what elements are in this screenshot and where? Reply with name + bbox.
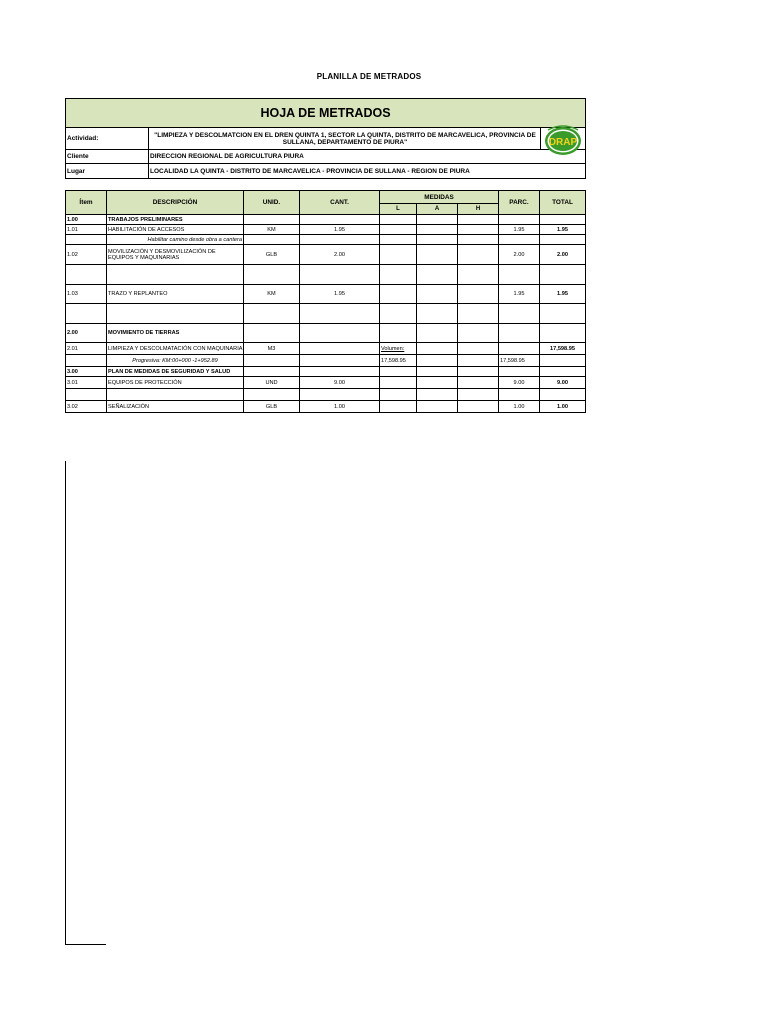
cliente-row (66, 150, 585, 164)
row-unid: UND (244, 377, 300, 389)
row-item: 2.01 (66, 343, 107, 355)
row-desc-note: Habilitar camino desde obra a cantera (107, 235, 244, 245)
row-desc: HABILITACIÓN DE ACCESOS (107, 225, 244, 235)
actividad-label: Actividad: (66, 128, 149, 149)
col-a-header: A (417, 204, 458, 215)
row-desc-note: Progresiva: KM:00+000 -1+952.89 (107, 355, 244, 367)
table-row (66, 324, 586, 343)
col-total-header: TOTAL (540, 191, 586, 215)
col-parc-header: PARC. (499, 191, 540, 215)
row-total: 1.00 (540, 401, 586, 413)
table-row (66, 215, 586, 225)
row-parc: 1.95 (499, 225, 540, 235)
table-row (66, 401, 586, 413)
page-border-left (65, 461, 66, 945)
row-desc: LIMPIEZA Y DESCOLMATACIÓN CON MAQUINARIA (107, 343, 244, 355)
sheet-title: HOJA DE METRADOS (66, 99, 585, 128)
table-row-empty (66, 389, 586, 401)
logo-text: DRAP (548, 136, 578, 148)
col-medidas-header: MEDIDAS (380, 191, 499, 204)
page-title: PLANILLA DE METRADOS (316, 72, 422, 81)
row-desc: MOVILIZACIÓN Y DESMOVILIZACIÓN DE EQUIPOS Y MAQUINARIAS (107, 245, 244, 265)
row-total: 2.00 (540, 245, 586, 265)
header-block (65, 98, 586, 179)
row-parc: 1.95 (499, 285, 540, 304)
table-row (66, 285, 586, 304)
row-desc: SEÑALIZACIÓN (107, 401, 244, 413)
row-unid: M3 (244, 343, 300, 355)
table-row (66, 235, 586, 245)
lugar-value: LOCALIDAD LA QUINTA - DISTRITO DE MARCAVELICA - PROVINCIA DE SULLANA - REGION DE PIURA (150, 167, 470, 175)
lugar-row (66, 164, 585, 178)
row-cant: 1.00 (300, 401, 380, 413)
row-item: 1.01 (66, 225, 107, 235)
row-total: 1.95 (540, 285, 586, 304)
row-cant: 1.95 (300, 285, 380, 304)
row-l: Volumen: (380, 343, 417, 355)
table-row (66, 367, 586, 377)
row-item: 3.01 (66, 377, 107, 389)
table-row-empty (66, 265, 586, 285)
table-row (66, 355, 586, 367)
row-item: 3.00 (66, 367, 107, 377)
table-row-empty (66, 304, 586, 324)
lugar-label: Lugar (66, 164, 149, 178)
row-cant: 2.00 (300, 245, 380, 265)
col-l-header: L (380, 204, 417, 215)
row-unid: KM (244, 285, 300, 304)
row-unid: GLB (244, 401, 300, 413)
row-item: 1.00 (66, 215, 107, 225)
row-unid: GLB (244, 245, 300, 265)
row-parc: 1.00 (499, 401, 540, 413)
drap-logo-icon (540, 128, 585, 149)
row-parc: 17,598.95 (499, 355, 540, 367)
row-desc: PLAN DE MEDIDAS DE SEGURIDAD Y SALUD (107, 367, 244, 377)
table-row (66, 225, 586, 235)
row-cant: 1.95 (300, 225, 380, 235)
table-row (66, 245, 586, 265)
row-cant: 9.00 (300, 377, 380, 389)
col-desc-header: DESCRIPCIÓN (107, 191, 244, 215)
table-row (66, 343, 586, 355)
row-parc: 2.00 (499, 245, 540, 265)
row-total: 1.95 (540, 225, 586, 235)
col-h-header: H (458, 204, 499, 215)
row-item: 3.02 (66, 401, 107, 413)
table-row (66, 377, 586, 389)
col-unid-header: UNID. (244, 191, 300, 215)
row-unid: KM (244, 225, 300, 235)
row-total: 17,598.95 (540, 343, 586, 355)
row-parc: 9.00 (499, 377, 540, 389)
actividad-row (66, 128, 585, 150)
cliente-label: Cliente (66, 150, 149, 163)
col-cant-header: CANT. (300, 191, 380, 215)
row-desc: MOVIMIENTO DE TIERRAS (107, 324, 244, 343)
row-desc: EQUIPOS DE PROTECCIÓN (107, 377, 244, 389)
row-desc: TRAZO Y REPLANTEO (107, 285, 244, 304)
metrados-table (65, 190, 585, 413)
col-item-header: Ítem (66, 191, 107, 215)
row-item: 2.00 (66, 324, 107, 343)
row-l: 17,598.95 (380, 355, 417, 367)
row-item: 1.02 (66, 245, 107, 265)
row-item: 1.03 (66, 285, 107, 304)
actividad-value: "LIMPIEZA Y DESCOLMATCION EN EL DREN QUINTA 1, SECTOR LA QUINTA, DISTRITO DE MARCAVELICA, PROVINCIA DE SULLANA, DEPARTAMENTO DE PIURA" (154, 131, 536, 146)
cliente-value: DIRECCION REGIONAL DE AGRICULTURA PIURA (150, 153, 304, 160)
row-total: 9.00 (540, 377, 586, 389)
page-border-bottom (65, 944, 106, 945)
row-desc: TRABAJOS PRELIMINARES (107, 215, 244, 225)
